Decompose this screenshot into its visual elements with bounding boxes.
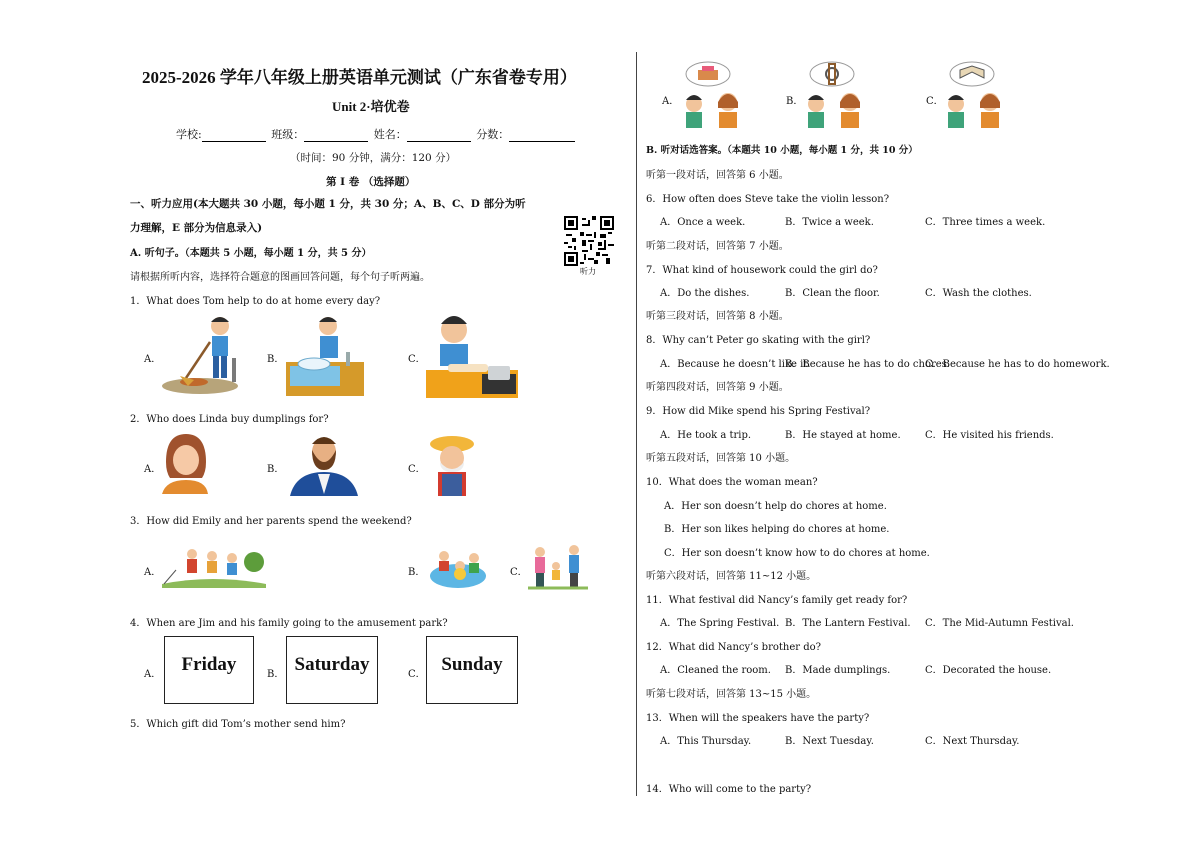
question-1: 1．What does Tom help to do at home every day? [130,296,381,307]
question-text: 12．What did Nancy’s brother do? [646,642,821,653]
question-text: 6．How often does Steve take the violin lesson? [646,194,890,205]
cake-gift-icon[interactable] [678,60,746,130]
dialogue-instruction: 听第七段对话，回答第 13~15 小题。 [646,689,817,700]
answer-option[interactable]: A．Cleaned the room. [660,665,771,676]
page-subtitle: Unit 2·培优卷 [332,99,410,114]
family-picnic-icon[interactable] [162,544,268,588]
answer-option[interactable]: A．Do the dishes. [660,288,750,299]
q5-option-b[interactable]: B． [786,96,804,107]
family-swimming-icon[interactable] [428,544,488,590]
answer-option[interactable]: C．Wash the clothes. [925,288,1032,299]
answer-option[interactable]: C．Her son doesn’t know how to do chores at home. [664,548,930,559]
score-field[interactable] [509,131,575,142]
question-3: 3．How did Emily and her parents spend the weekend? [130,516,412,527]
question-2: 2．Who does Linda buy dumplings for? [130,414,329,425]
q3-option-c[interactable]: C． [510,567,528,578]
dialogue-instruction: 听第四段对话，回答第 9 小题。 [646,382,789,393]
question-4: 4．When are Jim and his family going to the amusement park? [130,618,448,629]
boy-cooking-icon[interactable] [424,312,520,402]
name-label: 姓名： [373,128,407,141]
answer-option[interactable]: A．Because he doesn’t like it. [660,359,811,370]
partA-instruction: 请根据所听内容，选择符合题意的图画回答问题，每个句子听两遍。 [130,272,430,283]
answer-option[interactable]: B．Made dumplings. [785,665,891,676]
answer-option[interactable]: B．The Lantern Festival. [785,618,911,629]
answer-option[interactable]: A．This Thursday. [660,736,752,747]
time-info: （时间：90 分钟，满分：120 分） [290,152,457,164]
answer-option[interactable]: A．The Spring Festival. [660,618,780,629]
q4-option-a[interactable]: A． [144,669,162,680]
qr-code-icon[interactable] [564,216,614,266]
class-field[interactable] [304,131,368,142]
boy-sweeping-leaves-icon[interactable] [160,312,256,396]
volume-heading: 第 I 卷 （选择题） [326,176,416,188]
question-text: 7．What kind of housework could the girl do? [646,265,878,276]
q1-option-b[interactable]: B． [267,354,285,365]
q1-option-a[interactable]: A． [144,354,162,365]
q1-option-c[interactable]: C． [408,354,426,365]
old-farmer-icon[interactable] [428,434,480,496]
school-label: 学校: [176,128,202,141]
q5-option-c[interactable]: C． [926,96,944,107]
answer-option[interactable]: C．The Mid-Autumn Festival. [925,618,1074,629]
question-text: 10．What does the woman mean? [646,477,818,488]
answer-option[interactable]: A．Her son doesn’t help do chores at home. [664,501,887,512]
book-gift-icon[interactable] [940,60,1008,130]
dialogue-instruction: 听第二段对话，回答第 7 小题。 [646,241,789,252]
dialogue-instruction: 听第六段对话，回答第 11~12 小题。 [646,571,817,582]
question-text: 8．Why can’t Peter go skating with the girl? [646,335,871,346]
watch-gift-icon[interactable] [800,60,868,130]
answer-option[interactable]: B．Clean the floor. [785,288,880,299]
question-text: 14．Who will come to the party? [646,784,812,795]
q2-option-a[interactable]: A． [144,464,162,475]
family-walking-icon[interactable] [528,542,588,590]
qr-label: 听力 [580,267,596,276]
q2-option-c[interactable]: C． [408,464,426,475]
question-5: 5．Which gift did Tom’s mother send him? [130,719,346,730]
section1-heading-2: 力理解，E 部分为信息录入) [130,222,263,234]
question-text: 11．What festival did Nancy’s family get ready for? [646,595,908,606]
woman-icon[interactable] [160,432,210,494]
sunday-card[interactable]: Sunday [426,636,518,704]
q4-option-b[interactable]: B． [267,669,285,680]
answer-option[interactable]: C．He visited his friends. [925,430,1054,441]
dialogue-instruction: 听第一段对话，回答第 6 小题。 [646,170,789,181]
friday-card[interactable]: Friday [164,636,254,704]
q5-option-a[interactable]: A． [662,96,680,107]
answer-option[interactable]: C．Decorated the house. [925,665,1052,676]
partA-heading: A. 听句子。（本题共 5 小题，每小题 1 分，共 5 分） [130,248,372,259]
q2-option-b[interactable]: B． [267,464,285,475]
question-text: 13．When will the speakers have the party? [646,713,870,724]
page-title: 2025-2026 学年八年级上册英语单元测试（广东省卷专用） [142,68,577,87]
answer-option[interactable]: B．Her son likes helping do chores at home. [664,524,890,535]
answer-option[interactable]: A．Once a week. [660,217,746,228]
answer-option[interactable]: C．Because he has to do homework. [925,359,1110,370]
boy-washing-dishes-icon[interactable] [284,312,366,400]
q4-option-c[interactable]: C． [408,669,426,680]
name-field[interactable] [407,131,471,142]
class-label: 班级： [271,128,305,141]
partB-heading: B. 听对话选答案。（本题共 10 小题，每小题 1 分，共 10 分） [646,145,918,156]
question-text: 9．How did Mike spend his Spring Festival? [646,406,871,417]
answer-option[interactable]: B．Because he has to do chores. [785,359,950,370]
answer-option[interactable]: C．Next Thursday. [925,736,1020,747]
answer-option[interactable]: B．Twice a week. [785,217,874,228]
answer-option[interactable]: A．He took a trip. [660,430,752,441]
section1-heading-1: 一、听力应用(本大题共 30 小题，每小题 1 分，共 30 分；A、B、C、D 部分为听 [130,198,526,210]
answer-option[interactable]: B．He stayed at home. [785,430,901,441]
score-label: 分数： [476,128,510,141]
answer-option[interactable]: B．Next Tuesday. [785,736,874,747]
column-divider [636,52,637,796]
info-fields [176,126,577,142]
school-field[interactable] [202,131,266,142]
saturday-card[interactable]: Saturday [286,636,378,704]
q3-option-a[interactable]: A． [144,567,162,578]
answer-option[interactable]: C．Three times a week. [925,217,1046,228]
dialogue-instruction: 听第三段对话，回答第 8 小题。 [646,311,789,322]
bearded-man-icon[interactable] [288,434,360,496]
dialogue-instruction: 听第五段对话，回答第 10 小题。 [646,453,796,464]
q3-option-b[interactable]: B． [408,567,426,578]
